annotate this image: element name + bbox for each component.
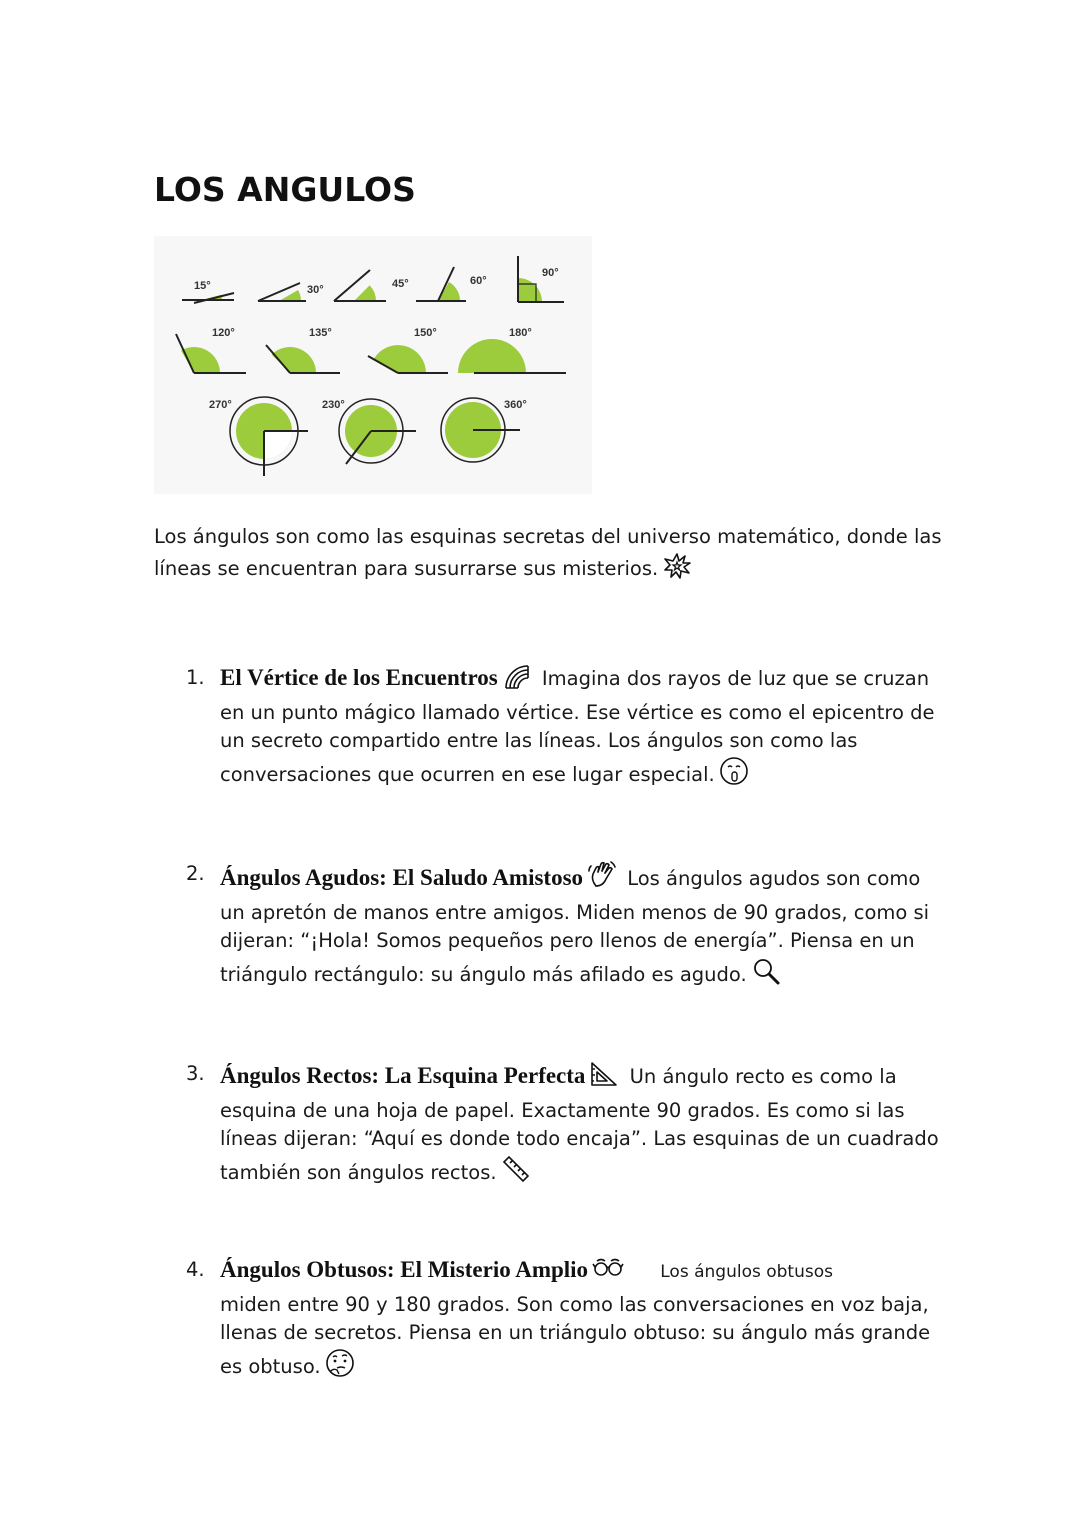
item-text: Los ángulos agudos son como un apretón de manos entre amigos. Miden menos de 90 grados, como si dijeran: “¡Hola! Somos pequeños pero llenos de energía”. Piensa en un triángulo rectángulo: su ángulo más afilado es agudo. [220, 867, 930, 986]
label-30: 30° [307, 284, 324, 296]
disguised-glasses-icon [592, 1256, 624, 1291]
label-180: 180° [509, 327, 532, 339]
sparkle-burst-icon [662, 552, 692, 589]
item-heading: El Vértice de los Encuentros [220, 665, 498, 690]
angle-90-fill [518, 278, 542, 302]
page-title: LOS ANGULOS [154, 170, 416, 209]
item-heading: Ángulos Agudos: El Saludo Amistoso [220, 865, 584, 890]
label-135: 135° [309, 327, 332, 339]
straight-ruler-icon [501, 1154, 531, 1193]
list-item [186, 1060, 946, 1192]
angles-figure [154, 236, 592, 494]
angles-diagram [154, 236, 592, 494]
label-15: 15° [194, 280, 211, 292]
label-120: 120° [212, 327, 235, 339]
item-heading: Ángulos Rectos: La Esquina Perfecta [220, 1063, 586, 1088]
waving-hand-icon [587, 860, 617, 899]
angle-150-fill [374, 345, 426, 373]
label-90: 90° [542, 267, 559, 279]
list-item [186, 860, 946, 994]
item-text-lead: Los ángulos obtusos [660, 1262, 833, 1282]
triangular-ruler-icon [589, 1060, 619, 1097]
angle-45-fill [354, 285, 376, 301]
magnifying-glass-icon [751, 956, 781, 995]
label-360: 360° [504, 399, 527, 411]
list-number: 3. [186, 1062, 205, 1085]
list-number: 4. [186, 1258, 205, 1281]
label-270: 270° [209, 399, 232, 411]
item-text: Un ángulo recto es como la esquina de una hoja de papel. Exactamente 90 grados. Es como si las líneas dijeran: “Aquí es donde todo encaja”. Las esquinas de un cuadrado también son ángulos rectos. [220, 1065, 939, 1184]
item-text: miden entre 90 y 180 grados. Son como las conversaciones en voz baja, llenas de secretos. Piensa en un triángulo obtuso: su ángulo más grande es obtuso. [220, 1292, 931, 1378]
item-text: Imagina dos rayos de luz que se cruzan en un punto mágico llamado vértice. Ese vértice es como el epicentro de un secreto compartido entre las líneas. Los ángulos son como las conversaciones que ocurren en ese lugar especial. [220, 667, 935, 786]
angle-180-fill [458, 339, 526, 373]
label-45: 45° [392, 278, 409, 290]
list-number: 1. [186, 666, 205, 689]
item-heading: Ángulos Obtusos: El Misterio Amplio [220, 1257, 589, 1282]
label-150: 150° [414, 327, 437, 339]
angle-60-fill [438, 282, 460, 301]
rainbow-icon [502, 664, 532, 699]
shushing-face-icon [719, 756, 749, 795]
list-number: 2. [186, 862, 205, 885]
list-item [186, 1256, 946, 1386]
label-60: 60° [470, 275, 487, 287]
thinking-face-icon [325, 1348, 355, 1387]
label-230: 230° [322, 399, 345, 411]
angle-120-fill [181, 347, 220, 373]
intro-text: Los ángulos son como las esquinas secretas del universo matemático, donde las líneas se encuentran para susurrarse sus misterios. [154, 525, 942, 580]
intro-paragraph [154, 521, 944, 589]
list-item [186, 664, 946, 794]
